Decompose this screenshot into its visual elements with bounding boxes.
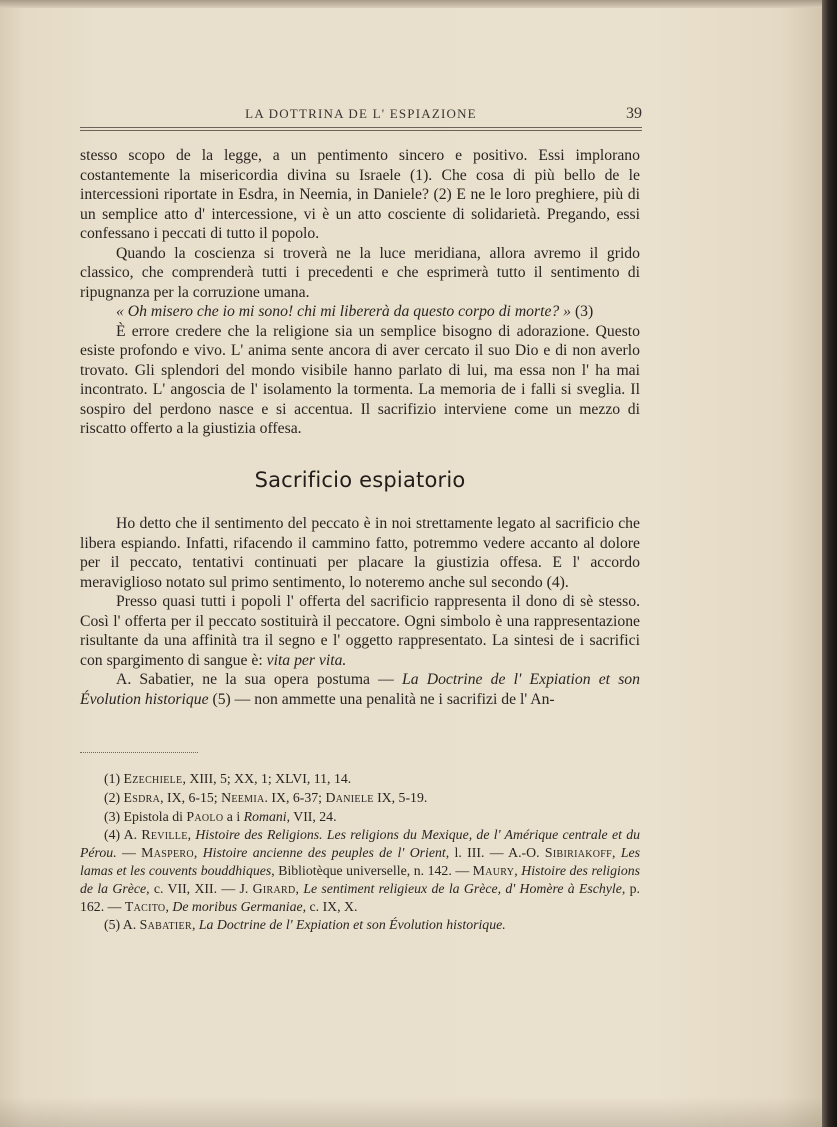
footnote-2-ref-1: , IX, 6-15;	[160, 789, 222, 805]
footnote-2-number: (2)	[104, 789, 124, 805]
footnote-5-title: La Doctrine de l' Expiation et son Évolution historique.	[198, 917, 506, 933]
footnote-3	[80, 808, 640, 826]
footnote-4-sep-4: , c. VII, XII. — J.	[146, 880, 253, 896]
footnote-4-author-6: Tacito	[124, 898, 166, 914]
running-title: LA DOTTRINA DE L' ESPIAZIONE	[245, 106, 477, 121]
header-rule-top	[80, 127, 642, 128]
footnote-2	[80, 789, 640, 807]
paragraph-5: Ho detto che il sentimento del peccato è in noi strettamente legato al sacrificio che libera espiando. Infatti, rifacendo il cammino fatto, potremmo vedere accanto al dolore per il peccato, tentativi continuati per placare la giustizia offesa. E l' accordo meraviglioso notato sul primo sentimento, lo noteremo anche sul secondo (4).	[80, 515, 640, 591]
footnote-4-author-2: Maspero	[141, 845, 194, 861]
footnote-3-book: Romani	[243, 808, 287, 824]
paragraph-3	[80, 302, 640, 322]
footnote-4-sep-2: , l. III. — A.-O.	[445, 845, 545, 861]
footnote-2-ref-3: IX, 5-19.	[373, 789, 428, 805]
paragraph-1: stesso scopo de la legge, a un pentimento sincero e positivo. Essi implorano costantemente la misericordia divina su Israele (1). Che cosa di più bello de le intercessioni riportate in Esdra, in Neemia, in Daniele? (2) E ne le loro preghiere, più di un semplice atto d' intercessione, vi è un atto cosciente di solidarietà. Pregando, essi confessano i peccati di tutto il popolo.	[80, 147, 640, 242]
page-top-edge	[0, 0, 822, 8]
footnote-1	[80, 770, 640, 788]
paragraph-6-italic: vita per vita.	[266, 651, 347, 669]
paragraph-6-text: Presso quasi tutti i popoli l' offerta del sacrificio rappresenta il dono di sè stesso. Così l' offerta per il peccato sostituirà il peccatore. Ogni simbolo è una rappresentazione risultante da una affinità tra il segno e l' oggetto rappresentato. La sintesi de i sacrifici con spargimento di sangue è:	[80, 593, 640, 669]
footnote-4-title-2: Histoire ancienne des peuples de l' Orient	[202, 845, 446, 861]
footnote-4-title-3: Les lamas et les couvents bouddhiques	[80, 845, 640, 878]
book-spine	[822, 0, 837, 1127]
footnote-3-text-a: (3) Epistola di	[104, 808, 187, 824]
section-heading: Sacrificio espiatorio	[254, 468, 466, 492]
footnote-2-ref-2: . IX, 6-37;	[264, 789, 326, 805]
footnote-4-author-3: Sibiriakoff	[544, 845, 613, 861]
quote-ref: (3)	[571, 303, 594, 320]
footnote-2-book-2: Neemia	[221, 789, 265, 805]
paragraph-7-text-b: (5) — non ammette una penalità ne i sacrifizi de l' An-	[208, 690, 555, 708]
footnote-3-author: Paolo	[186, 808, 224, 824]
footnote-4-author-4: Maury	[472, 862, 515, 878]
footnote-4-sep-3: , Bibliotèque universelle, n. 142. —	[271, 862, 473, 878]
footnote-5-author: Sabatier	[139, 917, 192, 933]
footnote-2-book-1: Esdra	[123, 789, 161, 805]
footnote-1-ref: , XIII, 5; XX, 1; XLVI, 11, 14.	[182, 771, 352, 786]
footnote-3-ref: , VII, 24.	[286, 808, 337, 824]
header-rule-bottom	[80, 130, 642, 131]
paragraph-2: Quando la coscienza si troverà ne la luce meridiana, allora avremo il grido classico, che comprenderà tutti i precedenti e che esprimerà tutto il sentimento di ripugnanza per la corruzione umana.	[80, 244, 640, 301]
footnote-4-sep-5: , p. 162. —	[80, 880, 641, 914]
footnote-4-sep-1: —	[116, 845, 142, 861]
footnote-4-title-5: Le sentiment religieux de la Grèce, d' Homère à Eschyle	[303, 880, 622, 896]
page-bottom-edge	[0, 1097, 822, 1127]
footnote-4-author-5: Girard	[252, 880, 296, 896]
quote-romans: « Oh misero che io mi sono! chi mi libererà da questo corpo di morte? »	[116, 303, 572, 320]
footnote-1-number: (1)	[104, 771, 124, 786]
footnote-4-author-1: Reville	[141, 827, 188, 843]
body-lower	[80, 514, 640, 709]
footnote-2-book-3: Daniele	[325, 789, 374, 805]
paragraph-7-title: La Doctrine de l' Expiation et son Évolution historique	[80, 671, 640, 708]
footnote-5-number: (5) A.	[104, 917, 140, 933]
paragraph-7-text-a: A. Sabatier, ne la sua opera postuma —	[116, 671, 403, 688]
page-number: 39	[626, 105, 642, 122]
footnote-4-title-4: Histoire des religions de la Grèce	[80, 862, 641, 896]
footnote-5: (5) A. Sabatier, La Doctrine de l' Expiation et son Évolution historique.	[104, 917, 506, 933]
footnotes	[80, 770, 640, 935]
footnote-separator	[80, 752, 198, 753]
paragraph-4: È errore credere che la religione sia un semplice bisogno di adorazione. Questo esiste profondo e vivo. L' anima sente ancora di aver cercato il suo Dio e di non averlo trovato. Gli splendori del mondo visibile hanno parlato di lui, ma essa non l' ha mai incontrato. L' angoscia de l' isolamento la tormenta. La memoria de i falli si sveglia. Il sospiro del perdono nasce e si accentua. Il sacrifizio interviene come un mezzo di riscatto offerto a la giustizia offesa.	[80, 322, 640, 437]
footnote-4-title-6: De moribus Germaniae	[172, 898, 303, 914]
footnote-4: (4) A. Reville, Histoire des Religions. Les religions du Mexique, de l' Amérique centrale et du Pérou. — Maspero, Histoire ancienne des peuples de l' Orient, l. III. — A.-O. Sibiriakoff, Les lamas et les couvents bouddhiques, Bibliotèque universelle, n. 142. — Maury, Histoire des religions de la Grèce, c. VII, XII. — J. Girard, Le sentiment religieux de la Grèce, d' Homère à Eschyle, p. 162. — Tacito, De moribus Germaniae, c. IX, X.	[80, 827, 641, 914]
footnote-4-number: (4) A.	[104, 827, 142, 843]
footnote-1-author: Ezechiele	[123, 771, 183, 786]
paragraph-7	[80, 670, 640, 709]
body-upper	[80, 146, 640, 439]
footnote-3-text-b: a i	[223, 808, 244, 824]
paragraph-6	[80, 592, 640, 670]
footnote-4-title-1: Histoire des Religions. Les religions du Mexique, de l' Amérique centrale et du Pérou.	[80, 827, 640, 861]
running-header	[80, 106, 642, 126]
footnote-4-sep-6: , c. IX, X.	[302, 898, 358, 914]
